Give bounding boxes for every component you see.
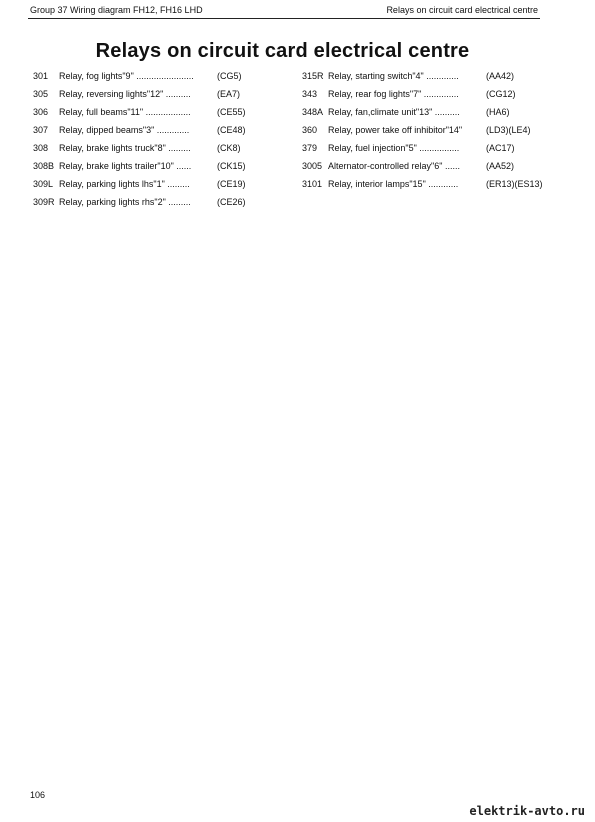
relay-location-code: (AA42) xyxy=(486,71,515,81)
list-item xyxy=(33,70,283,88)
relay-description: Relay, brake lights truck"8" ......... xyxy=(59,143,191,153)
relay-number: 343 xyxy=(302,89,318,99)
relay-description: Relay, parking lights rhs"2" ......... xyxy=(59,197,191,207)
relay-location-code: (LD3)(LE4) xyxy=(486,125,531,135)
relay-location-code: (AA52) xyxy=(486,161,515,171)
relay-number: 309R xyxy=(33,197,55,207)
list-item xyxy=(33,142,283,160)
list-item xyxy=(302,160,562,178)
watermark: elektrik-avto.ru xyxy=(469,804,585,818)
relay-location-code: (ER13)(ES13) xyxy=(486,179,543,189)
list-item xyxy=(302,142,562,160)
relay-description: Relay, dipped beams"3" ............. xyxy=(59,125,190,135)
relay-number: 309L xyxy=(33,179,54,189)
relay-description: Relay, starting switch"4" ............. xyxy=(328,71,459,81)
relay-location-code: (CE48) xyxy=(217,125,246,135)
relay-description: Relay, interior lamps"15" ............ xyxy=(328,179,459,189)
relay-number: 308 xyxy=(33,143,49,153)
relay-description: Relay, brake lights trailer"10" ...... xyxy=(59,161,192,171)
list-item xyxy=(33,106,283,124)
relay-number: 305 xyxy=(33,89,49,99)
header-right-text: Relays on circuit card electrical centre xyxy=(386,5,538,15)
relay-list-right xyxy=(302,70,562,196)
page-title: Relays on circuit card electrical centre xyxy=(95,40,470,62)
relay-number: 308B xyxy=(33,161,55,171)
list-item xyxy=(302,178,562,196)
relay-location-code: (EA7) xyxy=(217,89,241,99)
relay-location-code: (CE19) xyxy=(217,179,246,189)
relay-number: 307 xyxy=(33,125,49,135)
relay-list-left xyxy=(33,70,283,214)
list-item xyxy=(302,70,562,88)
relay-description: Relay, fuel injection"5" ................ xyxy=(328,143,460,153)
relay-number: 315R xyxy=(302,71,324,81)
relay-description: Relay, full beams"11" .................. xyxy=(59,107,191,117)
relay-description: Relay, fan,climate unit"13" .......... xyxy=(328,107,460,117)
relay-description: Relay, reversing lights"12" .......... xyxy=(59,89,191,99)
relay-number: 301 xyxy=(33,71,49,81)
relay-location-code: (CK8) xyxy=(217,143,241,153)
relay-location-code: (CG12) xyxy=(486,89,516,99)
header-left-text: Group 37 Wiring diagram FH12, FH16 LHD xyxy=(30,5,203,15)
relay-number: 379 xyxy=(302,143,318,153)
relay-location-code: (CK15) xyxy=(217,161,246,171)
list-item xyxy=(302,88,562,106)
list-item xyxy=(33,196,283,214)
list-item xyxy=(33,124,283,142)
relay-number: 3101 xyxy=(302,179,323,189)
list-item xyxy=(33,178,283,196)
list-item xyxy=(33,88,283,106)
list-item xyxy=(302,124,562,142)
page-number: 106 xyxy=(30,790,46,800)
relay-description: Relay, power take off inhibitor"14" xyxy=(328,125,463,135)
relay-description: Relay, parking lights lhs"1" ......... xyxy=(59,179,190,189)
relay-location-code: (HA6) xyxy=(486,107,510,117)
relay-number: 3005 xyxy=(302,161,323,171)
relay-number: 360 xyxy=(302,125,318,135)
relay-number: 348A xyxy=(302,107,324,117)
relay-location-code: (CG5) xyxy=(217,71,242,81)
relay-number: 306 xyxy=(33,107,49,117)
relay-location-code: (CE55) xyxy=(217,107,246,117)
relay-location-code: (CE26) xyxy=(217,197,246,207)
list-item xyxy=(302,106,562,124)
page-header xyxy=(28,4,540,19)
list-item xyxy=(33,160,283,178)
relay-description: Alternator-controlled relay"6" ...... xyxy=(328,161,460,171)
relay-description: Relay, fog lights"9" ....................... xyxy=(59,71,194,81)
relay-description: Relay, rear fog lights"7" .............. xyxy=(328,89,459,99)
relay-location-code: (AC17) xyxy=(486,143,515,153)
